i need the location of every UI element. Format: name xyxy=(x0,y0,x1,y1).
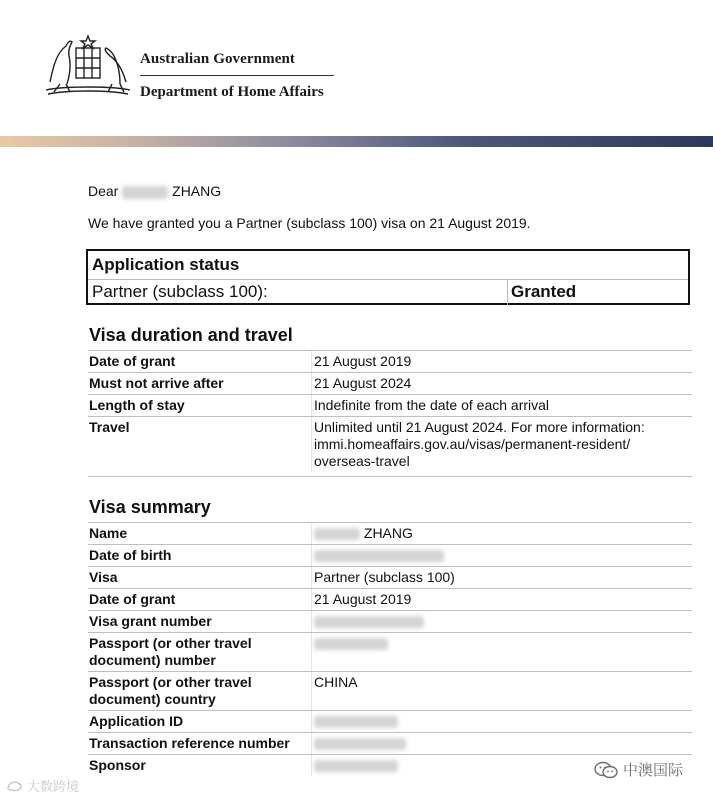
label-line: document) country xyxy=(89,691,216,707)
visa-summary-table xyxy=(88,522,692,776)
wechat-icon xyxy=(593,760,619,780)
status-column-separator xyxy=(507,279,508,305)
department-name: Department of Home Affairs xyxy=(140,84,324,100)
salutation-line xyxy=(88,183,221,199)
visa-summary-title: Visa summary xyxy=(89,497,211,517)
row-label: Date of grant xyxy=(89,591,176,607)
watermark-logo-icon xyxy=(6,779,24,793)
row-value: CHINA xyxy=(311,672,692,710)
row-value: 21 August 2019 xyxy=(311,351,692,372)
table-row xyxy=(88,632,692,671)
table-row xyxy=(88,610,692,632)
department-block xyxy=(140,51,334,101)
redacted-date-of-birth xyxy=(314,550,444,562)
table-row xyxy=(88,544,692,566)
row-label xyxy=(88,672,311,710)
watermark-left xyxy=(6,776,79,795)
row-label xyxy=(88,633,311,671)
table-row xyxy=(88,671,692,710)
row-label: Must not arrive after xyxy=(89,375,224,391)
row-label: Sponsor xyxy=(89,757,146,773)
grant-sentence: We have granted you a Partner (subclass 100) visa on 21 August 2019. xyxy=(88,215,531,231)
watermark-right-text: 中澳国际 xyxy=(623,762,684,779)
name-surname: ZHANG xyxy=(363,525,413,541)
table-row xyxy=(88,394,692,416)
row-label: Travel xyxy=(89,419,130,435)
label-line: document) number xyxy=(89,652,216,668)
travel-line: Unlimited until 21 August 2024. For more information: xyxy=(314,419,645,435)
redacted-given-name xyxy=(314,528,360,540)
row-value xyxy=(311,611,692,632)
travel-link-line[interactable]: immi.homeaffairs.gov.au/visas/permanent-resident/ xyxy=(314,436,631,452)
government-name: Australian Government xyxy=(140,51,296,67)
row-value xyxy=(311,733,692,754)
letterhead xyxy=(0,0,713,136)
visa-duration-table xyxy=(88,350,692,477)
table-row xyxy=(88,588,692,610)
row-label: Visa grant number xyxy=(89,613,212,629)
row-value xyxy=(311,711,692,732)
watermark-left-text: 大数跨境 xyxy=(27,779,80,794)
status-divider xyxy=(88,279,688,280)
row-label: Length of stay xyxy=(89,397,185,413)
table-row xyxy=(88,522,692,544)
salutation: Dear xyxy=(88,183,119,199)
redacted-passport-number xyxy=(314,638,388,650)
visa-duration-title: Visa duration and travel xyxy=(89,325,293,345)
status-value: Granted xyxy=(511,282,577,301)
label-line: Passport (or other travel xyxy=(89,674,252,690)
surname: ZHANG xyxy=(172,183,222,199)
row-label: Date of grant xyxy=(89,353,176,369)
row-value xyxy=(311,417,692,472)
travel-link-line[interactable]: overseas-travel xyxy=(314,453,410,469)
row-value: 21 August 2024 xyxy=(311,373,692,394)
header-divider xyxy=(140,75,334,76)
header-color-band xyxy=(0,136,713,147)
redacted-transaction-reference xyxy=(314,738,406,750)
row-value xyxy=(311,545,692,566)
row-label: Name xyxy=(89,525,128,541)
table-row xyxy=(88,710,692,732)
table-row xyxy=(88,350,692,372)
status-title: Application status xyxy=(92,255,240,274)
row-value: 21 August 2019 xyxy=(311,589,692,610)
label-line: Passport (or other travel xyxy=(89,635,252,651)
row-label: Transaction reference number xyxy=(89,735,290,751)
coat-of-arms-icon xyxy=(40,32,136,98)
table-row xyxy=(88,416,692,477)
redacted-given-name xyxy=(122,186,168,199)
row-value xyxy=(311,633,692,671)
status-visa-label: Partner (subclass 100): xyxy=(92,282,268,301)
row-label: Visa xyxy=(89,569,118,585)
row-label: Date of birth xyxy=(89,547,172,563)
table-row xyxy=(88,732,692,754)
row-label: Application ID xyxy=(89,713,184,729)
row-value xyxy=(311,523,692,544)
redacted-grant-number xyxy=(314,616,424,628)
application-status-box xyxy=(86,249,690,305)
table-row xyxy=(88,372,692,394)
redacted-application-id xyxy=(314,716,398,728)
row-value: Indefinite from the date of each arrival xyxy=(311,395,692,416)
watermark-right xyxy=(593,759,683,780)
table-row xyxy=(88,566,692,588)
row-value: Partner (subclass 100) xyxy=(311,567,692,588)
redacted-sponsor xyxy=(314,760,398,772)
